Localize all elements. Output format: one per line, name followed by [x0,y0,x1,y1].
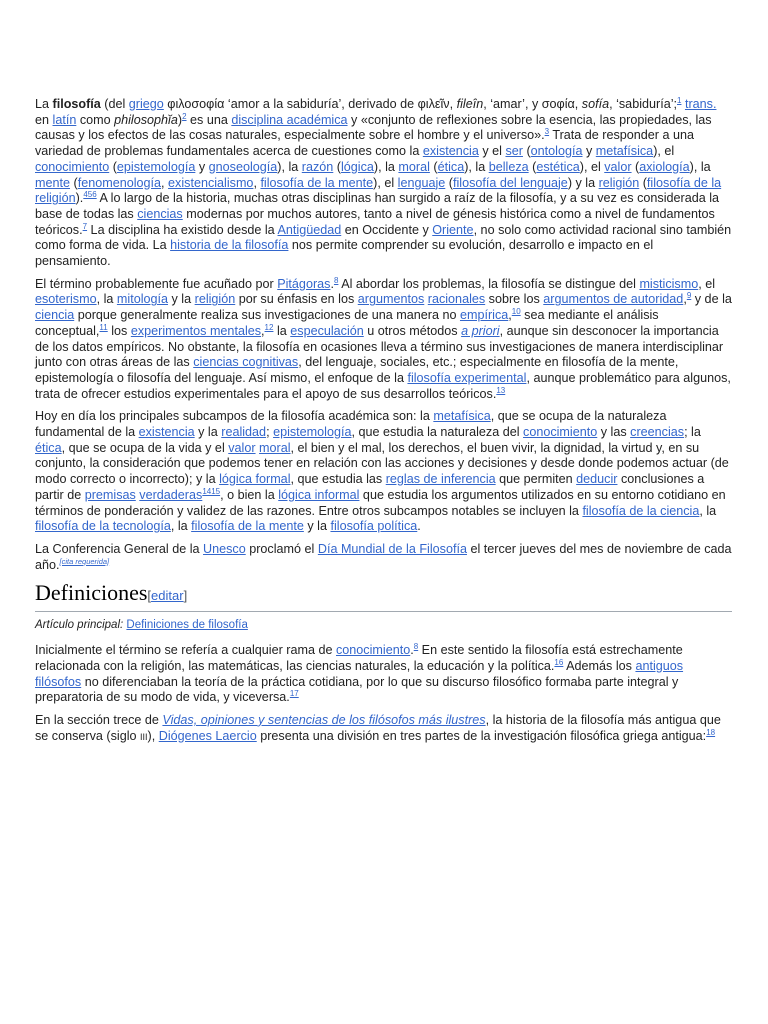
text: nos permite comprender su evolución, desarrollo e impacto en el pensamiento. [35,238,654,269]
text: ( [639,175,647,190]
link-disciplina-academica[interactable]: disciplina académica [231,112,348,127]
link-empirica[interactable]: empírica [459,308,509,323]
text: y [195,159,209,174]
text: y el [478,144,506,159]
link-griego[interactable]: griego [128,97,164,111]
link-filosofia-de-la-ciencia[interactable]: filosofía de la ciencia [582,503,700,518]
text: y de la [691,292,732,307]
hatnote-label: Artículo principal: [35,619,127,632]
link-trans[interactable]: trans. [684,97,717,111]
reference [496,386,505,395]
link-conocimiento[interactable]: conocimiento [35,159,110,174]
link-logica[interactable]: lógica [341,159,374,174]
section-paragraph-1 [35,643,732,706]
reference-link[interactable]: 8 [333,275,339,285]
reference [706,728,715,737]
text: ( [631,159,640,174]
link-esoterismo[interactable]: esoterismo [35,292,97,307]
text: . [330,276,334,291]
link-argumentos-de-autoridad[interactable]: argumentos de autoridad [543,292,684,307]
reference-link[interactable]: 7 [82,221,88,231]
text: que permiten [495,472,577,487]
link-latin[interactable]: latín [52,112,77,127]
link-conocimiento[interactable]: conocimiento [336,643,411,658]
italic-text: sofía [581,97,610,111]
link-experimentos-mentales[interactable]: experimentos mentales [130,323,262,338]
link-axiologia[interactable]: axiología [639,159,690,174]
text: ; la [684,425,701,440]
article-content [35,97,732,752]
link-logica-formal[interactable]: lógica formal [219,472,291,487]
link-filosofia-de-la-religion[interactable]: filosofía de la religión [35,175,722,206]
link-verdaderas[interactable]: verdaderas [139,487,203,502]
text: ), la [277,159,302,174]
link-dia-mundial-de-la-filosofia[interactable]: Día Mundial de la Filosofía [317,541,467,556]
link-antiguos-filosofos[interactable]: antiguos filósofos [35,658,684,689]
text: , el bien y el mal, los derechos, el buen vivir, la dignidad, la virtud y, en su conjunto, la consideración que podemos tener en relación con las acciones y decisiones y desde donde podemos actuar (de modo correcto o incorrecto); y la [35,440,729,487]
text: no diferenciaban la teoría de la práctica cotidiana, por lo que su discurso filosófico formaba parte integral y preparatoria de su modo de vida, y viceversa. [35,674,679,705]
link-vidas-opiniones-sentencias[interactable]: Vidas, opiniones y sentencias de los filósofos más ilustres [162,712,486,727]
text: en Occidente y [341,222,433,237]
link-valor[interactable]: valor [228,440,256,455]
link-historia-de-la-filosofia[interactable]: historia de la filosofía [170,238,289,253]
italic-text: fileîn [456,97,484,111]
text: la [273,323,291,338]
reference-link[interactable]: 1 [677,96,682,105]
text: , [261,323,265,338]
reference-link[interactable]: 16 [554,657,564,667]
text: Al abordar los problemas, la filosofía se distingue del [338,276,640,291]
text: ( [522,144,531,159]
text: La [35,97,53,111]
text: , la [96,292,117,307]
text: , la [699,503,717,518]
text: , la historia de la filosofía más antigua que se conserva (siglo [35,712,721,743]
link-filosofia-de-la-mente[interactable]: filosofía de la mente [191,519,304,534]
text: sobre los [485,292,544,307]
text: , [253,175,261,190]
link-moral[interactable]: moral [259,440,291,455]
link-metafisica[interactable]: metafísica [595,144,654,159]
text: y la [303,519,331,534]
text: ), la [464,159,489,174]
link-ser[interactable]: ser [505,144,523,159]
link-premisas[interactable]: premisas [84,487,136,502]
text: , [683,292,687,307]
text: La Conferencia General de la [35,541,204,556]
text: que estudia los argumentos utilizados en su entorno cotidiano en términos de ponderación y validez de las razones. Entre otros subcampos notables se incluyen la [35,487,726,518]
link-moral[interactable]: moral [398,159,430,174]
reference [202,487,220,496]
link-epistemologia[interactable]: epistemología [116,159,196,174]
reference-link[interactable]: 11 [99,322,108,332]
text: y [582,144,596,159]
text: , no solo como actividad racional sino también como forma de vida. La [35,222,732,253]
citation-needed-link[interactable]: [cita requerida] [59,556,110,566]
century-numeral: III [140,731,148,742]
text: sea mediante el análisis conceptual, [35,308,659,338]
section-title: Definiciones [35,580,148,606]
text: y «conjunto de reflexiones sobre la esencia, las propiedades, las causas y los efectos de las cosas naturales, especialmente sobre el hombre y el universo». [35,112,712,143]
link-etica[interactable]: ética [35,440,62,455]
link-existencialismo[interactable]: existencialismo [168,175,254,190]
edit-bracket: [ [147,588,152,604]
link-unesco[interactable]: Unesco [203,541,246,556]
reference-link[interactable]: 18 [706,727,716,737]
text: ( [109,159,117,174]
text: ), el [579,159,605,174]
link-filosofia-politica[interactable]: filosofía política [330,519,418,534]
link-conocimiento[interactable]: conocimiento [523,425,598,440]
text: proclamó el [245,541,318,556]
link-epistemologia[interactable]: epistemología [273,425,352,440]
link-metafisica[interactable]: metafísica [433,409,491,424]
italic-text: philosophĭa [114,112,178,127]
text: ; [266,425,274,440]
link-argumentos[interactable]: argumentos [357,292,425,307]
reference-link[interactable]: 2 [182,111,187,121]
text: porque generalmente realiza sus investigaciones de una manera no [74,308,460,323]
text: ). [75,191,84,206]
intro-paragraph-4 [35,542,732,573]
text: , que se ocupa de la naturaleza fundamental de la [35,409,667,440]
text: modernas por muchos autores, tanto a nivel de génesis histórica como a nivel de fundamentos teóricos. [35,206,715,237]
link-mente[interactable]: mente [35,175,71,190]
link-belleza[interactable]: belleza [488,159,529,174]
link-realidad[interactable]: realidad [221,425,267,440]
text: , [161,175,169,190]
text: , [508,308,512,323]
text: ) y la [567,175,599,190]
reference-link[interactable]: 10 [511,307,521,317]
link-filosofia-de-la-tecnologia[interactable]: filosofía de la tecnología [35,519,171,534]
text: , que estudia las [290,472,386,487]
link-mitologia[interactable]: mitología [116,292,169,307]
text: u otros métodos [363,323,462,338]
text: Inicialmente el término se refería a cualquier rama de [35,643,336,658]
reference-link[interactable]: 13 [496,385,506,395]
text: ), el [653,144,675,159]
text: Trata de responder a una variedad de problemas fundamentales acerca de cuestiones como la [35,128,695,159]
text: , aunque sin desconocer la importancia de los datos empíricos. No obstante, la filosofía en ocasiones lleva a término sus investigaciones de manera interdisciplinar junto con otras áreas de las [35,323,724,370]
text: ( [429,159,438,174]
link-filosofia-experimental[interactable]: filosofía experimental [407,370,527,385]
edit-section [147,588,187,603]
link-oriente[interactable]: Oriente [432,222,474,237]
text: , la [170,519,192,534]
link-ciencias[interactable]: ciencias [137,206,183,221]
link-estetica[interactable]: estética [536,159,580,174]
reference-link[interactable]: 8 [413,642,419,652]
link-logica-informal[interactable]: lógica informal [278,487,360,502]
text: presenta una división en tres partes de la investigación filosófica griega antigua: [256,728,707,743]
link-ciencias-cognitivas[interactable]: ciencias cognitivas [193,355,299,370]
text: , del lenguaje, sociales, etc.; especialmente en filosofía de la mente, epistemología o filosofía del lenguaje. Así mismo, el enfoque de la [35,355,679,385]
text: , ‘amar’, y σοφία, [483,97,582,111]
text: ), la [373,159,399,174]
text: (del [100,97,129,111]
text: La disciplina ha existido desde la [87,222,278,237]
intro-paragraph-2 [35,277,732,403]
link-religion[interactable]: religión [598,175,640,190]
link-reglas-de-inferencia[interactable]: reglas de inferencia [385,472,496,487]
article-term: filosofía [52,97,101,111]
text: ) [177,112,183,127]
text: ), el [373,175,398,190]
reference-link[interactable]: 9 [686,291,692,301]
text: ( [333,159,341,174]
text: En la sección trece de [35,712,163,727]
text: A lo largo de la historia, muchas otras disciplinas han surgido a raíz de la filosofía, y a su vez es considerada la base de todas las [35,191,720,221]
link-a-priori[interactable]: a priori [461,323,500,338]
text: los [107,323,131,338]
link-antiguedad[interactable]: Antigüedad [277,222,342,237]
link-etica[interactable]: ética [437,159,465,174]
link-razon[interactable]: razón [301,159,334,174]
text: φιλοσοφία ‘amor a la sabiduría’, derivado de φιλεῖν, [163,97,457,111]
intro-paragraph-3 [35,409,732,535]
text: ), [147,728,159,743]
text: Hoy en día los principales subcampos de la filosofía académica son: la [35,409,434,424]
link-especulacion[interactable]: especulación [290,323,364,338]
link-diogenes-laercio[interactable]: Diógenes Laercio [158,728,257,743]
link-filosofia-de-la-mente[interactable]: filosofía de la mente [260,175,374,190]
text: , que estudia la naturaleza del [351,425,524,440]
link-lenguaje[interactable]: lenguaje [397,175,446,190]
text: ( [445,175,453,190]
reference-link[interactable]: 456 [83,190,97,200]
text: y la [168,292,195,307]
link-fenomenologia[interactable]: fenomenología [77,175,162,190]
main-article-hatnote [35,618,732,634]
text: En este sentido la filosofía está estrechamente relacionada con la religión, las matemáticas, las ciencias naturales, la educación y la política. [35,643,683,673]
link-ontologia[interactable]: ontología [530,144,583,159]
text: como [76,112,115,127]
text: y las [597,425,631,440]
text: en [35,112,53,127]
link-existencia[interactable]: existencia [138,425,195,440]
text: , aunque problemático para algunos, trata de ofrecer estudios experimentales para el apoyo de sus desarrollos teóricos. [35,370,731,401]
text: El término probablemente fue acuñado por [35,276,278,291]
link-filosofia-del-lenguaje[interactable]: filosofía del lenguaje [452,175,568,190]
text: el tercer jueves del mes de noviembre de cada año. [35,541,732,572]
reference-link[interactable]: 12 [264,322,274,332]
reference [99,323,107,332]
section-heading [35,580,732,612]
text: , el [698,276,716,291]
link-existencia[interactable]: existencia [422,144,479,159]
text: ( [70,175,78,190]
reference [554,658,563,667]
text: . [410,643,414,658]
reference-link[interactable]: 1415 [202,486,221,496]
text: ), la [689,159,711,174]
text: , ‘sabiduría’; [609,97,677,111]
link-religion[interactable]: religión [194,292,236,307]
text: y la [194,425,222,440]
link-pitagoras[interactable]: Pitágoras [277,276,331,291]
reference-link[interactable]: 17 [289,689,299,699]
text: por su énfasis en los [235,292,358,307]
text: es una [186,112,232,127]
reference [290,689,299,698]
text: ( [528,159,537,174]
text: conclusiones a partir de [35,472,705,502]
text: , o bien la [220,487,279,502]
citation-needed [60,557,110,566]
edit-section-link[interactable]: editar [151,588,184,604]
text: , que se ocupa de la vida y el [61,440,229,455]
reference [512,307,521,316]
section-paragraph-2 [35,713,732,745]
link-valor[interactable]: valor [604,159,632,174]
text: Además los [563,658,636,673]
reference [83,190,96,199]
link-gnoseologia[interactable]: gnoseología [208,159,278,174]
link-deducir[interactable]: deducir [576,472,618,487]
edit-bracket: ] [183,588,188,604]
link-creencias[interactable]: creencias [630,425,685,440]
intro-paragraph-1 [35,97,732,270]
reference [677,96,681,105]
link-ciencia[interactable]: ciencia [35,308,75,323]
reference-link[interactable]: 3 [544,127,550,137]
link-definiciones-de-filosofia[interactable]: Definiciones de filosofía [126,619,248,632]
link-racionales[interactable]: racionales [427,292,486,307]
link-misticismo[interactable]: misticismo [639,276,699,291]
text: . [417,519,421,534]
